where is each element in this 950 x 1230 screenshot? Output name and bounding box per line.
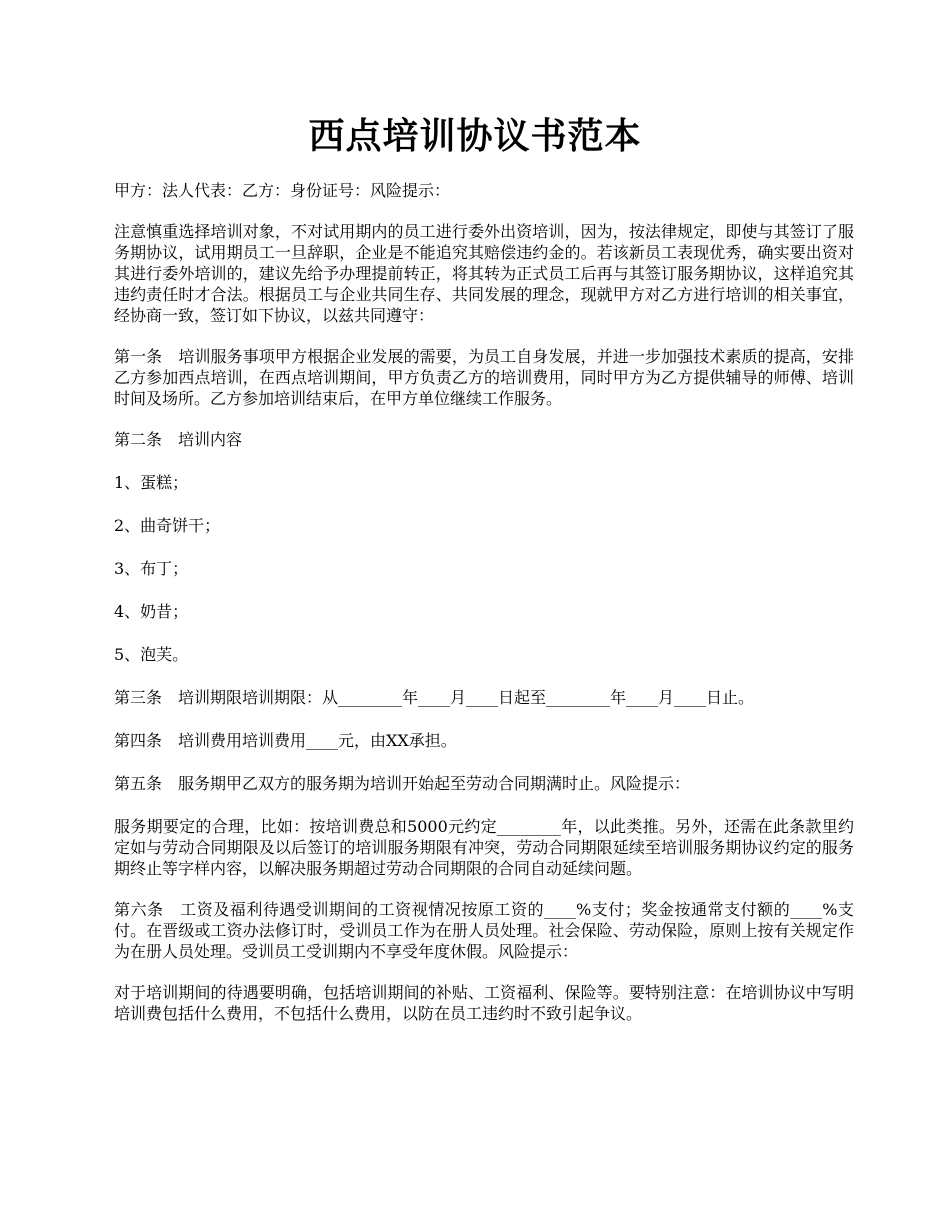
benefits-note: 对于培训期间的待遇要明确，包括培训期间的补贴、工资福利、保险等。要特别注意：在培训协议中写明培训费包括什么费用，不包括什么费用，以防在员工违约时不致引起争议。	[114, 983, 854, 1023]
article-1: 第一条 培训服务事项甲方根据企业发展的需要，为员工自身发展，并进一步加强技术素质的提高，安排乙方参加西点培训，在西点培训期间，甲方负责乙方的培训费用，同时甲方为乙方提供辅导的师傅、培训时间及场所。乙方参加培训结束后，在甲方单位继续工作服务。	[114, 347, 854, 408]
parties-line: 甲方：法人代表：乙方：身份证号：风险提示：	[114, 181, 451, 200]
risk-note-paragraph: 注意慎重选择培训对象，不对试用期内的员工进行委外出资培训，因为，按法律规定，即使与其签订了服务期协议，试用期员工一旦辞职，企业是不能追究其赔偿违约金的。若该新员工表现优秀，确实要出资对其进行委外培训的，建议先给予办理提前转正，将其转为正式员工后再与其签订服务期协议，这样追究其违约责任时才合法。根据员工与企业共同生存、共同发展的理念，现就甲方对乙方进行培训的相关事宜，经协商一致，签订如下协议，以兹共同遵守：	[114, 222, 854, 325]
article-5: 第五条 服务期甲乙双方的服务期为培训开始起至劳动合同期满时止。风险提示：	[114, 774, 691, 793]
document-title: 西点培训协议书范本	[308, 115, 642, 157]
article-3: 第三条 培训期限培训期限：从________年____月____日起至________年____月____日止。	[114, 688, 755, 707]
document-body	[114, 180, 854, 1044]
list-item: 4、奶昔；	[114, 602, 189, 621]
list-item: 5、泡芙。	[114, 645, 189, 664]
article-6: 第六条 工资及福利待遇受训期间的工资视情况按原工资的____%支付；奖金按通常支付额的____%支付。在晋级或工资办法修订时，受训员工作为在册人员处理。社会保险、劳动保险，原则上按有关规定作为在册人员处理。受训员工受训期内不享受年度休假。风险提示：	[114, 900, 854, 961]
list-item: 1、蛋糕；	[114, 473, 189, 492]
service-period-note: 服务期要定的合理，比如：按培训费总和5000元约定________年，以此类推。另外，还需在此条款里约定如与劳动合同期限及以后签订的培训服务期限有冲突，劳动合同期限延续至培训服务期协议约定的服务期终止等字样内容，以解决服务期超过劳动合同期限的合同自动延续问题。	[114, 817, 854, 878]
article-4: 第四条 培训费用培训费用____元，由XX承担。	[114, 731, 457, 750]
article-2-heading: 第二条 培训内容	[114, 430, 243, 449]
list-item: 2、曲奇饼干；	[114, 516, 221, 535]
list-item: 3、布丁；	[114, 559, 189, 578]
